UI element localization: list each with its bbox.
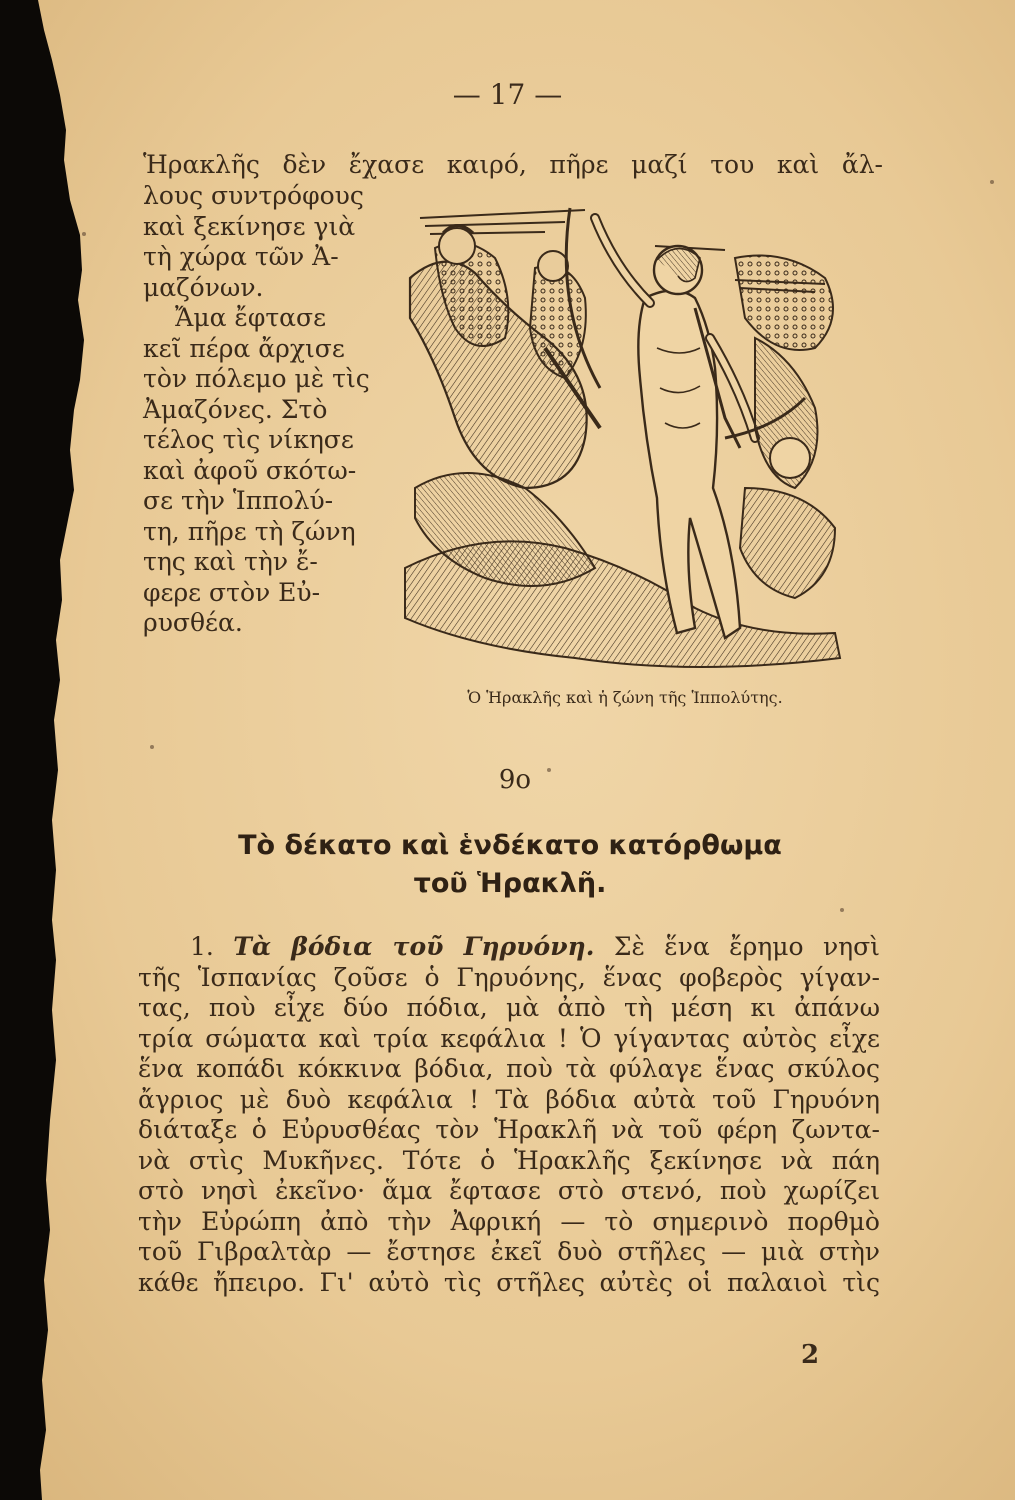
paper-speck (840, 908, 844, 912)
column-line: καὶ ξεκίνησε γιὰ (143, 211, 356, 241)
torn-page-edge (0, 0, 90, 1500)
column-line: Ἄμα ἔφτασε (175, 303, 327, 332)
section-number: 9ο (498, 765, 532, 795)
column-line: ρυσθέα. (143, 608, 243, 637)
column-line: τέλος τὶς νίκησε (143, 425, 354, 454)
body-line: τας, ποὺ εἶχε δύο πόδια, μὰ ἀπὸ τὴ μέση κι ἀπάνω (138, 993, 880, 1022)
body-line: ἄγριος μὲ δυὸ κεφάλια ! Τὰ βόδια αὐτὰ τοῦ Γηρυόνη (138, 1084, 880, 1114)
lead-title: Τὰ βόδια τοῦ Γηρυόνη. (233, 932, 595, 961)
body-line: τοῦ Γιβραλτὰρ — ἔστησε ἐκεῖ δυὸ στῆλες — μιὰ στὴν (138, 1237, 880, 1266)
column-line: κεῖ πέρα ἄρχισε (143, 333, 345, 363)
column-line: τὸν πόλεμο μὲ τὶς (143, 364, 370, 393)
torn-edge-shape (0, 0, 84, 1500)
body-paragraph (138, 932, 880, 1298)
column-line: σε τὴν Ἱππολύ- (143, 486, 334, 515)
paper-speck (990, 180, 994, 184)
opening-first-line: Ἡρακλῆς δὲν ἔχασε καιρό, πῆρε μαζί του καὶ ἄλ- (143, 150, 883, 179)
heracles-amazons-engraving-icon (395, 188, 855, 676)
lead-number: 1. (190, 932, 214, 961)
column-line: τη, πῆρε τὴ ζώνη (143, 516, 356, 546)
body-line: διάταξε ὁ Εὐρυσθέας τὸν Ἡρακλῆ νὰ τοῦ φέρη ζωντα- (138, 1115, 880, 1144)
paper-speck (82, 232, 86, 236)
body-line: κάθε ἤπειρο. Γι' αὐτὸ τὶς στῆλες αὐτὲς οἱ παλαιοὶ τὶς (138, 1267, 880, 1297)
opening-column (143, 181, 388, 639)
column-line: της καὶ τὴν ἔ- (143, 547, 318, 576)
body-first-line (138, 932, 880, 963)
column-line: φερε στὸν Εὐ- (143, 577, 321, 607)
column-line: καὶ ἀφοῦ σκότω- (143, 455, 357, 485)
illustration-caption: Ὁ Ἡρακλῆς καὶ ἡ ζώνη τῆς Ἱππολύτης. (467, 688, 783, 707)
column-line: λους συντρόφους (143, 181, 364, 210)
body-line: νὰ στὶς Μυκῆνες. Τότε ὁ Ἡρακλῆς ξεκίνησε νὰ πάη (138, 1145, 880, 1175)
chapter-title-line-1: Τὸ δέκατο καὶ ἑνδέκατο κατόρθωμα (238, 830, 782, 861)
column-line: Ἀμαζόνες. Στὸ (143, 394, 328, 424)
body-line: στὸ νησὶ ἐκεῖνο· ἅμα ἔφτασε στὸ στενό, ποὺ χωρίζει (138, 1176, 880, 1205)
lead-rest: Σὲ ἕνα ἔρημο νησὶ (613, 932, 880, 961)
page-number: — 17 — (452, 78, 563, 111)
body-line: τὴν Εὐρώπη ἀπὸ τὴν Ἀφρική — τὸ σημερινὸ πορθμὸ (138, 1206, 880, 1236)
body-line: τῆς Ἱσπανίας ζοῦσε ὁ Γηρυόνης, ἕνας φοβερὸς γίγαν- (138, 962, 880, 992)
body-line: ἕνα κοπάδι κόκκινα βόδια, ποὺ τὰ φύλαγε ἕνας σκύλος (138, 1054, 880, 1083)
paper-speck (150, 745, 154, 749)
column-line: μαζόνων. (143, 272, 264, 302)
signature-mark: 2 (800, 1340, 820, 1370)
body-line: τρία σώματα καὶ τρία κεφάλια ! Ὁ γίγαντας αὐτὸς εἶχε (138, 1023, 880, 1053)
paper-speck (547, 768, 551, 772)
column-line: τὴ χώρα τῶν Ἀ- (143, 242, 339, 271)
chapter-title-line-2: τοῦ Ἡρακλῆ. (413, 868, 607, 899)
